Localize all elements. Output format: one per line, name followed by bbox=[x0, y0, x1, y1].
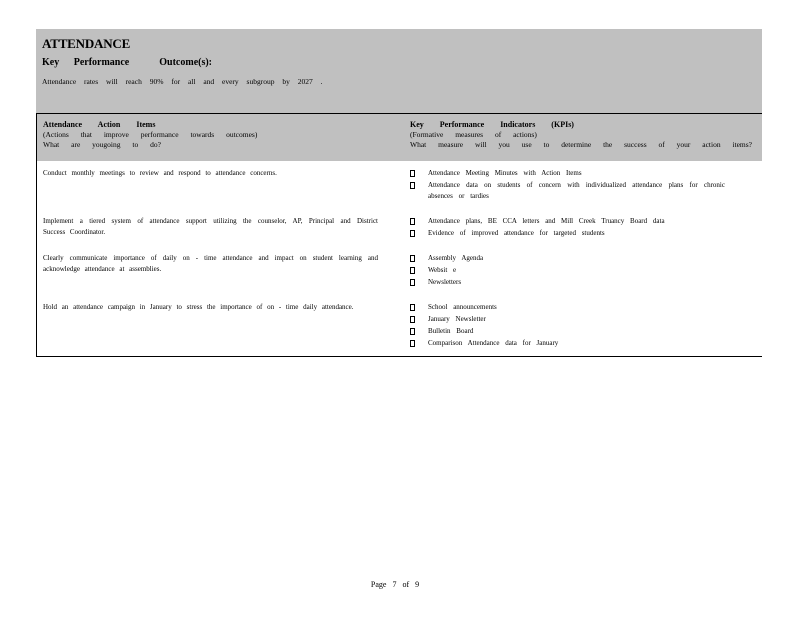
kpi-header bbox=[410, 120, 752, 150]
kpo-outcome-text: Outcome(s): bbox=[159, 57, 213, 68]
table-column-headers bbox=[37, 114, 762, 161]
kpi-list bbox=[410, 302, 725, 350]
kpi-list-item bbox=[410, 326, 725, 337]
bullet-box-icon bbox=[410, 182, 415, 189]
kpi-subtitle: (Formative measures of actions) bbox=[410, 130, 537, 139]
kpi-list bbox=[410, 216, 725, 240]
kpi-title: Key Performance Indicators (KPIs) bbox=[410, 120, 574, 129]
kpi-text: Websit e bbox=[428, 266, 457, 274]
kpi-text: January Newsletter bbox=[428, 315, 486, 323]
kpi-text: Assembly Agenda bbox=[428, 254, 484, 262]
action-items-question: What are yougoing to do? bbox=[43, 140, 161, 149]
kpi-text: School announcements bbox=[428, 303, 497, 311]
outcome-header bbox=[36, 29, 762, 114]
bullet-box-icon bbox=[410, 304, 415, 311]
kpi-list-item bbox=[410, 302, 725, 313]
kpi-list-item bbox=[410, 265, 725, 276]
kpi-list-item bbox=[410, 228, 725, 239]
kpi-text: Evidence of improved attendance for targeted students bbox=[428, 229, 605, 237]
section-title: ATTENDANCE bbox=[42, 36, 131, 51]
kpo-label-text: Key Performance bbox=[42, 57, 130, 68]
action-kpi-table bbox=[36, 114, 762, 357]
kpi-text: Comparison Attendance data for January bbox=[428, 339, 559, 347]
kpi-list bbox=[410, 168, 725, 203]
kpi-list-item bbox=[410, 338, 725, 349]
kpi-text: Attendance plans, BE CCA letters and Mill Creek Truancy Board data bbox=[428, 217, 665, 225]
bullet-box-icon bbox=[410, 218, 415, 225]
kpi-text: Newsletters bbox=[428, 278, 462, 286]
outcome-statement: Attendance rates will reach 90% for all and every subgroup by 2027 . bbox=[42, 77, 323, 86]
kpi-list-item bbox=[410, 314, 725, 325]
key-performance-outcome-label bbox=[42, 57, 212, 68]
action-item: Implement a tiered system of attendance support utilizing the counselor, AP, Principal and District Success Coordinator. bbox=[43, 217, 378, 236]
action-items-title: Attendance Action Items bbox=[43, 120, 156, 129]
kpi-text: Attendance Meeting Minutes with Action Items bbox=[428, 169, 582, 177]
bullet-box-icon bbox=[410, 267, 415, 274]
bullet-box-icon bbox=[410, 279, 415, 286]
action-item: Clearly communicate importance of daily on - time attendance and impact on student learning and acknowledge attendance at assemblies. bbox=[43, 254, 378, 273]
attendance-plan-page bbox=[36, 29, 762, 357]
kpi-list-item bbox=[410, 180, 725, 202]
kpi-list-item bbox=[410, 216, 725, 227]
kpi-text: Bulletin Board bbox=[428, 327, 474, 335]
bullet-box-icon bbox=[410, 316, 415, 323]
kpi-list-item bbox=[410, 253, 725, 264]
kpi-list bbox=[410, 253, 725, 289]
bullet-box-icon bbox=[410, 328, 415, 335]
action-items-subtitle: (Actions that improve performance towards outcomes) bbox=[43, 130, 258, 139]
kpi-text: Attendance data on students of concern with individualized attendance plans for chronic absences or tardies bbox=[428, 181, 725, 200]
action-items-header bbox=[43, 120, 257, 150]
bullet-box-icon bbox=[410, 170, 415, 177]
kpi-list-item bbox=[410, 168, 725, 179]
kpi-question: What measure will you use to determine the success of your action items? bbox=[410, 140, 753, 149]
bullet-box-icon bbox=[410, 255, 415, 262]
action-item: Hold an attendance campaign in January to stress the importance of on - time daily attendance. bbox=[43, 303, 354, 311]
page-number: Page 7 of 9 bbox=[370, 580, 420, 589]
bullet-box-icon bbox=[410, 230, 415, 237]
action-item: Conduct monthly meetings to review and respond to attendance concerns. bbox=[43, 169, 277, 177]
bullet-box-icon bbox=[410, 340, 415, 347]
kpi-list-item bbox=[410, 277, 725, 288]
